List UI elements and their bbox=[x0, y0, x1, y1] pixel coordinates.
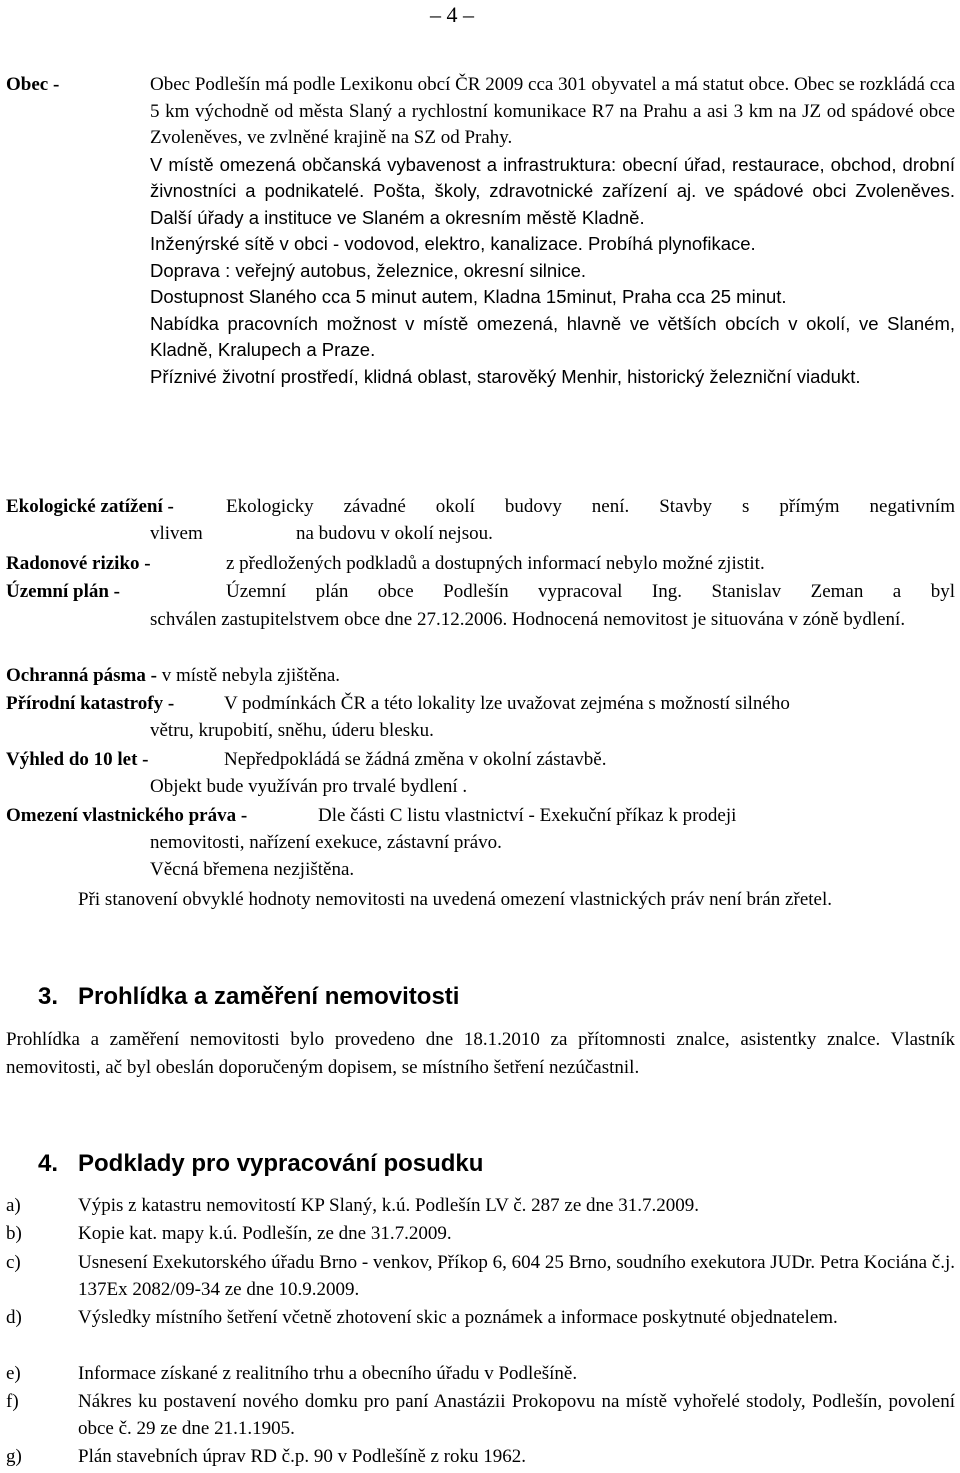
radon-text: z předložených podkladů a dostupných informací nebylo možné zjistit. bbox=[226, 553, 765, 574]
source-item-text: Usnesení Exekutorského úřadu Brno - venkov, Příkop 6, 604 25 Brno, soudního exekutora JUDr. Petra Kociána č.j. 137Ex 2082/09-34 ze dne 10.9.2009. bbox=[78, 1252, 955, 1300]
source-item-letter: a) bbox=[6, 1195, 21, 1216]
obec-paragraph-6: Nabídka pracovních možnost v místě omezená, hlavně ve větších obcích v okolí, ve Slaném, Kladně, Kralupech a Praze. bbox=[150, 312, 955, 360]
omezeni-line-2: nemovitosti, nařízení exekuce, zástavní právo. bbox=[150, 832, 502, 853]
ochranna-label: Ochranná pásma - bbox=[6, 665, 157, 686]
section-3-text: Prohlídka a zaměření nemovitosti bylo provedeno dne 18.1.2010 za přítomnosti znalce, asistentky znalce. Vlastník nemovitosti, ač byl obeslán doporučeným dopisem, se místního šetření nezúčastnil. bbox=[6, 1029, 955, 1078]
vyhled-line-2: Objekt bude využíván pro trvalé bydlení . bbox=[150, 776, 468, 797]
obec-paragraph-5: Dostupnost Slaného cca 5 minut autem, Kladna 15minut, Praha cca 25 minut. bbox=[150, 286, 787, 307]
omezeni-label: Omezení vlastnického práva - bbox=[6, 805, 248, 826]
obec-description bbox=[150, 72, 955, 390]
source-item-letter: f) bbox=[6, 1391, 19, 1412]
vyhled-label: Výhled do 10 let - bbox=[6, 749, 149, 770]
eko-line-2b: na budovu v okolí nejsou. bbox=[296, 523, 493, 544]
uzemni-label: Územní plán - bbox=[6, 581, 120, 602]
omezeni-note: Při stanovení obvyklé hodnoty nemovitosti na uvedená omezení vlastnických práv není brán zřetel. bbox=[78, 889, 832, 910]
section-4-number: 4. bbox=[38, 1150, 59, 1177]
obec-paragraph-2: V místě omezená občanská vybavenost a infrastruktura: obecní úřad, restaurace, obchod, drobní živnostníci a podnikatelé. Pošta, školy, zdravotnické zařízení aj. ve spádové obci Zvoleněves. Další úřady a instituce ve Slaném a okresním městě Kladně. bbox=[150, 153, 955, 228]
prirodni-line-1: V podmínkách ČR a této lokality lze uvažovat zejména s možností silného bbox=[224, 693, 790, 714]
radon-label: Radonové riziko - bbox=[6, 553, 151, 574]
ochranna-line bbox=[6, 663, 340, 689]
section-3-title: Prohlídka a zaměření nemovitosti bbox=[78, 983, 460, 1010]
source-item-text: Plán stavebních úprav RD č.p. 90 v Podlešíně z roku 1962. bbox=[78, 1446, 527, 1467]
obec-paragraph-1: Obec Podlešín má podle Lexikonu obcí ČR 2009 cca 301 obyvatel a má statut obce. Obec se rozkládá cca 5 km východně od města Slaný a rychlostní komunikace R7 na Prahu a asi 3 km na JZ od spádové obce Zvoleněves, ve zvlněné krajině na SZ od Prahy. bbox=[150, 74, 955, 148]
source-item-text: Informace získané z realitního trhu a obecního úřadu v Podlešíně. bbox=[78, 1363, 578, 1384]
eko-label: Ekologické zatížení - bbox=[6, 496, 174, 517]
vyhled-line-1: Nepředpokládá se žádná změna v okolní zástavbě. bbox=[224, 749, 607, 770]
source-item-letter: e) bbox=[6, 1363, 21, 1384]
eko-line-2a: vlivem bbox=[150, 523, 203, 544]
uzemni-rest: schválen zastupitelstvem obce dne 27.12.2006. Hodnocená nemovitost je situována v zóně bydlení. bbox=[150, 609, 906, 630]
page-number: – 4 – bbox=[430, 2, 474, 27]
eko-line-1: Ekologicky závadné okolí budovy není. Stavby s přímým negativním bbox=[226, 496, 955, 517]
section-4-title: Podklady pro vypracování posudku bbox=[78, 1150, 484, 1177]
source-item-letter: g) bbox=[6, 1446, 22, 1467]
ochranna-text: v místě nebyla zjištěna. bbox=[161, 665, 341, 686]
obec-label: Obec - bbox=[6, 74, 60, 95]
source-item-text: Nákres ku postavení nového domku pro paní Anastázii Prokopovu na místě vyhořelé stodoly, Podlešín, povolení obce č. 29 ze dne 21.1.1905. bbox=[78, 1391, 955, 1439]
obec-paragraph-4: Doprava : veřejný autobus, železnice, okresní silnice. bbox=[150, 259, 586, 281]
obec-paragraph-3: Inženýrské sítě v obci - vodovod, elektro, kanalizace. Probíhá plynofikace. bbox=[150, 233, 756, 254]
prirodni-line-2: větru, krupobití, sněhu, úderu blesku. bbox=[150, 720, 434, 741]
source-item-text: Výsledky místního šetření včetně zhotovení skic a poznámek a informace poskytnuté objednatelem. bbox=[78, 1307, 838, 1328]
omezeni-line-3: Věcná břemena nezjištěna. bbox=[150, 859, 355, 880]
section-3-number: 3. bbox=[38, 983, 59, 1010]
omezeni-line-1: Dle části C listu vlastnictví - Exekuční příkaz k prodeji bbox=[318, 805, 737, 826]
uzemni-line-1: Územní plán obce Podlešín vypracoval Ing. Stanislav Zeman a byl bbox=[226, 581, 955, 602]
source-item-letter: b) bbox=[6, 1223, 22, 1244]
source-item-letter: c) bbox=[6, 1252, 21, 1273]
source-item-letter: d) bbox=[6, 1307, 22, 1328]
prirodni-label: Přírodní katastrofy - bbox=[6, 693, 175, 714]
source-item-text: Kopie kat. mapy k.ú. Podlešín, ze dne 31.7.2009. bbox=[78, 1223, 452, 1244]
source-item-text: Výpis z katastru nemovitostí KP Slaný, k.ú. Podlešín LV č. 287 ze dne 31.7.2009. bbox=[78, 1195, 699, 1216]
obec-paragraph-7: Příznivé životní prostředí, klidná oblast, starověký Menhir, historický železniční viadukt. bbox=[150, 365, 861, 387]
